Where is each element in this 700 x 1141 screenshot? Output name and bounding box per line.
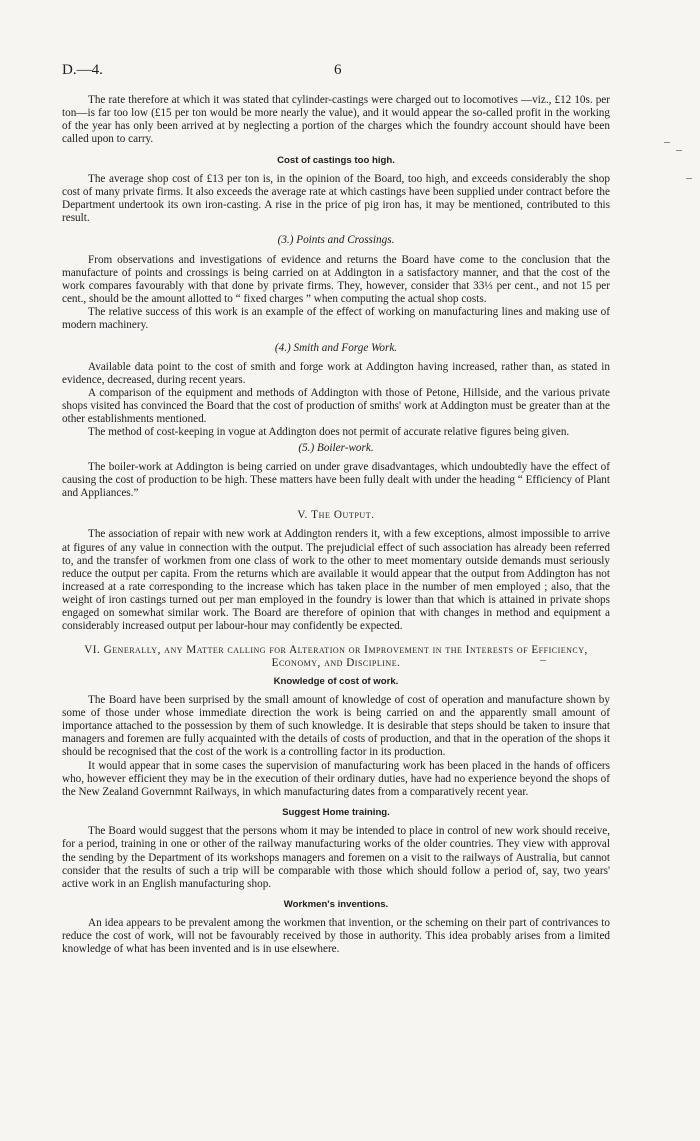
paragraph: The Board would suggest that the persons whom it may be intended to place in control of new work should receive, for a period, training in one or other of the railway manufacturing works of the older countries. They view with approval the sending by the Department of its workshops managers and foremen on a visit to the railways of Australia, but cannot consider that the results of such a trip will be comparable with those which should follow a period of, say, two years' active work in an English manufacturing shop. <box>62 825 610 890</box>
side-heading: Knowledge of cost of work. <box>273 675 399 687</box>
margin-mark <box>686 178 692 179</box>
paragraph: The average shop cost of £13 per ton is, in the opinion of the Board, too high, and exceeds considerably the shop cost of many private firms. It also exceeds the average rate at which castings have been supplied under contract before the Department undertook its own iron-casting. A rise in the price of pig iron has, it may be mentioned, contributed to this result. <box>62 172 610 225</box>
side-heading: Suggest Home training. <box>282 807 390 819</box>
paragraph: It would appear that in some cases the supervision of manufacturing work has been placed in the hands of officers who, however efficient they may be in the execution of their ordinary duties, have had no experience beyond the shops of the New Zealand Governmnt Railways, in which manufacturing dates from a comparatively recent year. <box>62 759 610 798</box>
paragraph: The Board have been surprised by the small amount of knowledge of cost of operation and manufacture shown by some of those under whose immediate direction the work is being carried on and the apparently small amount of importance attached to the possession by them of such knowledge. It is desirable that steps should be taken to insure that managers and foremen are fully acquainted with the details of costs of production, and that in the operation of the shops it should be recognised that the cost of the work is a controlling factor in its production. <box>62 693 610 759</box>
section-heading: (3.) Points and Crossings. <box>277 234 395 247</box>
paragraph: From observations and investigations of evidence and returns the Board have come to the conclusion that the manufacture of points and crossings is being carried on at Addington in a satisfactory manner, and that the cost of the work compares favourably with that done by private firms. They, however, consider that 33⅓ per cent., and not 15 per cent., should be the amount allotted to “ fixed charges ” when computing the actual shop costs. <box>62 253 610 306</box>
section-heading: (4.) Smith and Forge Work. <box>274 341 398 354</box>
paragraph: The method of cost-keeping in vogue at Addington does not permit of accurate relative figures being given. <box>88 426 570 439</box>
margin-mark <box>676 150 682 151</box>
section-heading: VI. Generally, any Matter calling for Alteration or Improvement in the Interests of Efficiency, Economy, and Discipline. <box>84 643 588 670</box>
side-heading: Workmen's inventions. <box>283 898 389 910</box>
margin-mark <box>664 142 670 143</box>
section-heading: V. The Output. <box>297 509 375 522</box>
paragraph: The association of repair with new work at Addington renders it, with a few exceptions, almost impossible to arrive at figures of any value in connection with the output. The prejudicial effect of such association has already been referred to, and the transfer of workmen from one class of work to the other to meet momentary outside demands must seriously reduce the output per capita. From the returns which are available it would appear that the output from Addington has not increased at a rate corresponding to the increase which has taken place in the number of men employed ; also, that the weight of iron castings turned out per man employed in the foundry is lower than that which is attained in private shops engaged on somewhat similar work. The Board are therefore of opinion that with changes in method and equipment a considerably increased output per labour-hour may confidently be expected. <box>62 528 610 633</box>
margin-mark <box>540 660 546 661</box>
section-heading: (5.) Boiler-work. <box>298 441 374 454</box>
page-number: 6 <box>334 62 342 78</box>
paragraph: An idea appears to be prevalent among the workmen that invention, or the scheming on their part of contrivances to reduce the cost of work, will not be favourably received by those in authority. This idea probably arises from a limited knowledge of what has been invented and is in use elsewhere. <box>62 917 610 956</box>
document-body <box>62 94 610 957</box>
side-heading: Cost of castings too high. <box>277 154 395 166</box>
paragraph: A comparison of the equipment and methods of Addington with those of Petone, Hillside, and the various private shops visited has convinced the Board that the cost of production of smiths' work at Addington must be greater than at the other establishments mentioned. <box>62 386 610 426</box>
paragraph: The boiler-work at Addington is being carried on under grave disadvantages, which undoubtedly have the effect of causing the cost of production to be high. These matters have been fully dealt with under the heading “ Efficiency of Plant and Appliances.” <box>62 460 610 500</box>
paragraph: Available data point to the cost of smith and forge work at Addington having increased, rather than, as stated in evidence, decreased, during recent years. <box>62 360 610 386</box>
paragraph: The rate therefore at which it was stated that cylinder-castings were charged out to locomotives —viz., £12 10s. per ton—is far too low (£15 per ton would be more nearly the value), and it would appear the so-called profit in the working of the year has only been arrived at by neglecting a portion of the charges which the foundry account should have been called upon to carry. <box>62 94 610 146</box>
document-code: D.—4. <box>62 62 103 78</box>
paragraph: The relative success of this work is an example of the effect of working on manufacturing lines and making use of modern machinery. <box>62 306 610 332</box>
